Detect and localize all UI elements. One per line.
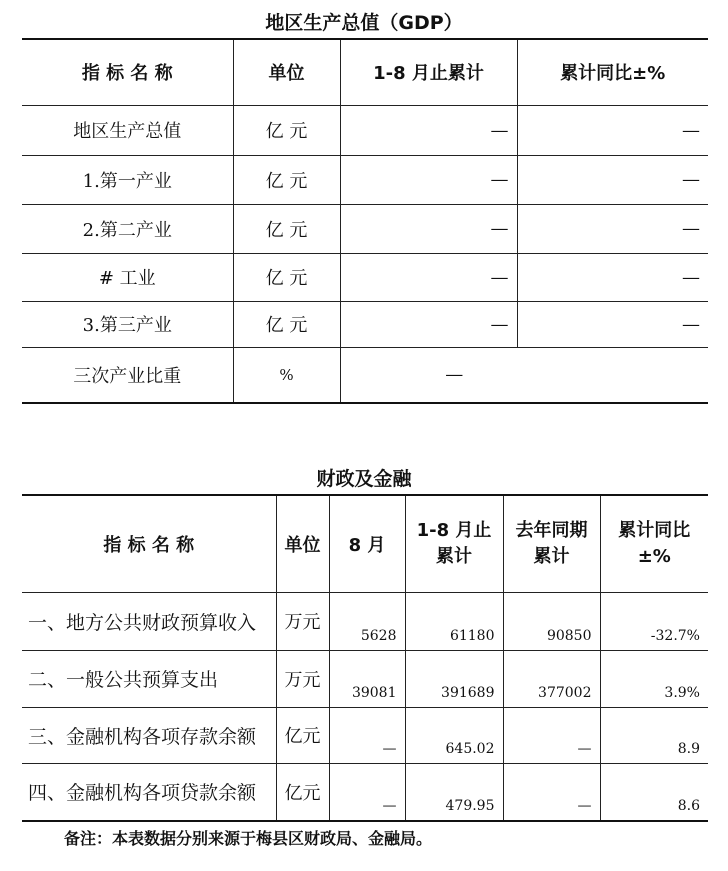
ratio-value: — (340, 347, 708, 403)
row-cumulative: 479.95 (405, 763, 503, 821)
row-label: # 工业 (22, 253, 233, 301)
row-label: 三次产业比重 (22, 347, 233, 403)
gdp-table-title: 地区生产总值（GDP） (265, 12, 463, 34)
table-row (22, 592, 708, 650)
row-yoy: 8.6 (600, 763, 708, 821)
header-unit: 单位 (233, 39, 340, 105)
row-unit: 亿元 (276, 707, 329, 763)
row-label: 四、金融机构各项贷款余额 (22, 763, 276, 821)
row-unit: 亿 元 (233, 105, 340, 155)
row-label: 二、一般公共预算支出 (22, 650, 276, 707)
row-label: 3.第三产业 (22, 301, 233, 347)
table-row (22, 763, 708, 821)
row-yoy: — (517, 155, 708, 204)
row-yoy: — (517, 301, 708, 347)
row-cumulative: 645.02 (405, 707, 503, 763)
row-unit: 万元 (276, 650, 329, 707)
header-yoy: 累计同比±% (517, 39, 708, 105)
row-yoy: 8.9 (600, 707, 708, 763)
finance-table (22, 494, 708, 822)
header-yoy: 累计同比±% (600, 495, 708, 592)
row-unit: 万元 (276, 592, 329, 650)
row-cumulative: — (340, 204, 517, 253)
finance-header-row (22, 495, 708, 592)
table-row (22, 204, 708, 253)
row-cumulative: — (340, 253, 517, 301)
header-cumulative: 1-8 月止累计 (405, 495, 503, 592)
row-yoy: — (517, 253, 708, 301)
row-cumulative: 61180 (405, 592, 503, 650)
row-label: 一、地方公共财政预算收入 (22, 592, 276, 650)
row-unit: 亿 元 (233, 301, 340, 347)
row-month: 39081 (329, 650, 405, 707)
row-unit: % (233, 347, 340, 403)
row-label: 地区生产总值 (22, 105, 233, 155)
row-unit: 亿 元 (233, 155, 340, 204)
row-unit: 亿元 (276, 763, 329, 821)
source-note: 备注：本表数据分别来源于梅县区财政局、金融局。 (64, 829, 433, 848)
finance-table-title: 财政及金融 (316, 468, 412, 490)
row-last-year: 377002 (503, 650, 600, 707)
gdp-header-row (22, 39, 708, 105)
header-last-year: 去年同期累计 (503, 495, 600, 592)
row-unit: 亿 元 (233, 253, 340, 301)
row-yoy: — (517, 204, 708, 253)
row-unit: 亿 元 (233, 204, 340, 253)
header-cumulative: 1-8 月止累计 (340, 39, 517, 105)
row-cumulative: 391689 (405, 650, 503, 707)
table-row (22, 301, 708, 347)
ratio-row (22, 347, 708, 403)
row-label: 2.第二产业 (22, 204, 233, 253)
row-last-year: 90850 (503, 592, 600, 650)
row-cumulative: — (340, 105, 517, 155)
row-yoy: -32.7% (600, 592, 708, 650)
table-row (22, 650, 708, 707)
row-label: 三、金融机构各项存款余额 (22, 707, 276, 763)
row-label: 1.第一产业 (22, 155, 233, 204)
row-yoy: 3.9% (600, 650, 708, 707)
row-yoy: — (517, 105, 708, 155)
row-last-year: — (503, 763, 600, 821)
header-indicator-name: 指 标 名 称 (22, 39, 233, 105)
row-last-year: — (503, 707, 600, 763)
row-month: — (329, 763, 405, 821)
header-indicator-name: 指 标 名 称 (22, 495, 276, 592)
row-month: — (329, 707, 405, 763)
table-row (22, 105, 708, 155)
row-month: 5628 (329, 592, 405, 650)
row-cumulative: — (340, 301, 517, 347)
gdp-table (22, 38, 708, 404)
row-cumulative: — (340, 155, 517, 204)
table-row (22, 155, 708, 204)
table-row (22, 707, 708, 763)
header-unit: 单位 (276, 495, 329, 592)
header-month: 8 月 (329, 495, 405, 592)
table-row (22, 253, 708, 301)
